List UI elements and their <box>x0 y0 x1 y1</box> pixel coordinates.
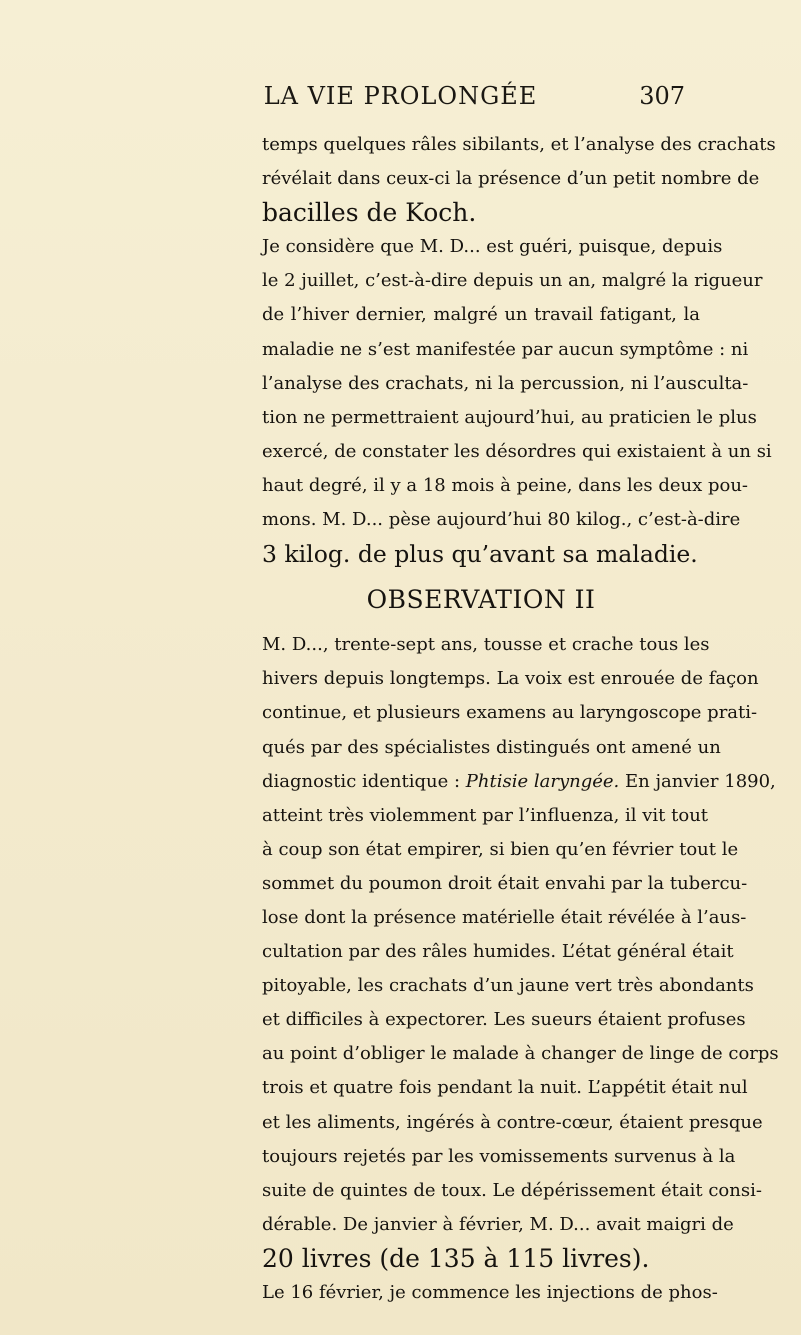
text-line: révélait dans ceux-ci la présence d’un petit nombre de <box>262 168 760 190</box>
text-line: à coup son état empirer, si bien qu’en février tout le <box>262 838 739 860</box>
italic-diagnosis: Phtisie laryngée. <box>465 770 620 792</box>
text-line: sommet du poumon droit était envahi par la tubercu- <box>262 872 748 894</box>
text-line: de l’hiver dernier, malgré un travail fatigant, la <box>262 304 700 326</box>
running-title: LA VIE PROLONGÉE <box>263 82 538 110</box>
text-line: et difficiles à expectorer. Les sueurs étaient profuses <box>262 1009 746 1031</box>
text-line: toujours rejetés par les vomissements survenus à la <box>262 1145 736 1167</box>
text-line: l’analyse des crachats, ni la percussion, ni l’ausculta- <box>262 372 749 394</box>
text-line: mons. M. D... pèse aujourd’hui 80 kilog., c’est-à-dire <box>262 509 741 531</box>
text-line: temps quelques râles sibilants, et l’analyse des crachats <box>262 134 776 155</box>
text-line: haut degré, il y a 18 mois à peine, dans les deux pou- <box>262 474 749 496</box>
body-text <box>262 128 779 1310</box>
text-line: exercé, de constater les désordres qui existaient à un si <box>262 440 772 462</box>
text-line: bacilles de Koch. <box>262 198 477 228</box>
text-line: maladie ne s’est manifestée par aucun symptôme : ni <box>262 338 749 360</box>
text-run: diagnostic identique : <box>262 770 466 792</box>
text-line: lose dont la présence matérielle était révélée à l’aus- <box>262 906 747 928</box>
text-line: Je considère que M. D... est guéri, puisque, depuis <box>262 236 723 258</box>
text-line: trois et quatre fois pendant la nuit. L’appétit était nul <box>262 1077 748 1099</box>
text-line: Le 16 février, je commence les injections de phos- <box>262 1282 718 1303</box>
text-line: hivers depuis longtemps. La voix est enrouée de façon <box>262 668 759 690</box>
text-line: pitoyable, les crachats d’un jaune vert très abondants <box>262 975 754 997</box>
text-line: et les aliments, ingérés à contre-cœur, étaient presque <box>262 1111 763 1133</box>
text-line: tion ne permettraient aujourd’hui, au praticien le plus <box>262 406 757 428</box>
section-heading: OBSERVATION II <box>366 585 596 615</box>
text-line: le 2 juillet, c’est-à-dire depuis un an, malgré la rigueur <box>262 270 763 292</box>
text-line: M. D..., trente-sept ans, tousse et crache tous les <box>262 634 710 656</box>
text-line: dérable. De janvier à février, M. D... avait maigri de <box>262 1213 734 1235</box>
text-line: 20 livres (de 135 à 115 livres). <box>262 1243 650 1273</box>
text-line: au point d’obliger le malade à changer de linge de corps <box>262 1043 779 1065</box>
page-number: 307 <box>639 82 685 110</box>
text-line: qués par des spécialistes distingués ont amené un <box>262 736 721 758</box>
text-line: suite de quintes de toux. Le dépérissement était consi- <box>262 1179 762 1201</box>
text-line: continue, et plusieurs examens au laryngoscope prati- <box>262 702 758 724</box>
text-line: atteint très violemment par l’influenza, il vit tout <box>262 804 709 826</box>
text-run: En janvier 1890, <box>619 770 776 792</box>
text-line-mixed <box>262 765 776 799</box>
text-line: 3 kilog. de plus qu’avant sa maladie. <box>262 540 698 569</box>
page-header <box>0 82 801 118</box>
text-line: cultation par des râles humides. L’état général était <box>262 941 734 963</box>
